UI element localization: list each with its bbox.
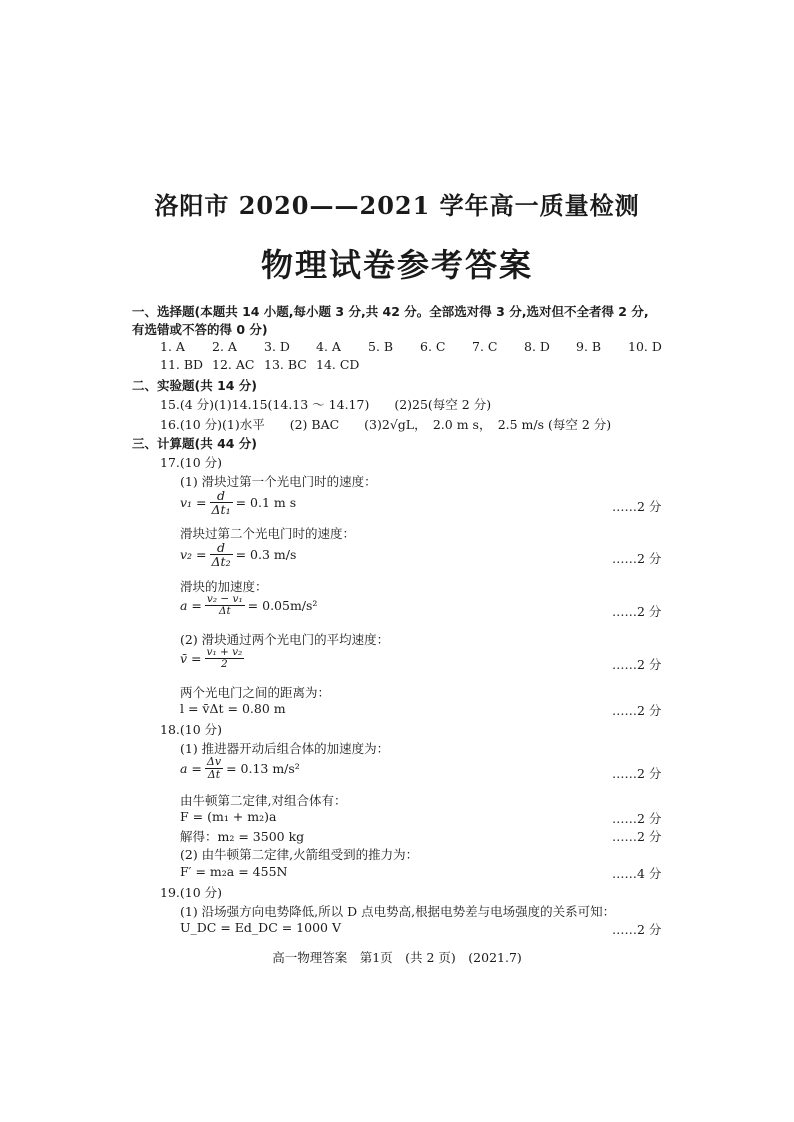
mcq-row-1	[160, 339, 680, 354]
q17-eq-2	[180, 541, 296, 568]
q18-label: 18.(10 分)	[160, 722, 223, 737]
section3-heading: 三、计算题(共 44 分)	[132, 436, 258, 451]
q18-text-3: (2) 由牛顿第二定律,火箭组受到的推力为：	[180, 847, 419, 862]
mcq-answer: 8. D	[524, 339, 550, 354]
q18-eq-4: F′ = m₂a = 455N	[180, 864, 288, 879]
q17-label: 17.(10 分)	[160, 455, 223, 470]
mcq-answer: 10. D	[628, 339, 662, 354]
mcq-answer: 13. BC	[264, 357, 307, 372]
numerator: Δv	[206, 755, 222, 768]
score: ……2 分	[612, 766, 662, 781]
mcq-answer: 4. A	[316, 339, 341, 354]
document-subtitle: 物理试卷参考答案	[260, 246, 533, 284]
eq-rhs: = 0.3 m/s	[235, 547, 297, 563]
mcq-answer: 5. B	[368, 339, 394, 354]
q19-text-1: (1) 沿场强方向电势降低,所以 D 点电势高,根据电势差与电场强度的关系可知：	[180, 904, 616, 919]
eq-rhs: = 0.1 m s	[235, 495, 297, 511]
fraction	[205, 594, 245, 617]
eq-rhs: = 0.05m/s²	[247, 598, 318, 614]
q19-eq-1: U_DC = Ed_DC = 1000 V	[180, 920, 341, 935]
denominator: Δt	[218, 605, 231, 618]
fraction	[205, 756, 223, 780]
q19-label: 19.(10 分)	[160, 885, 223, 900]
numerator: v₁ + v₂	[206, 646, 243, 658]
mcq-answer: 3. D	[264, 339, 290, 354]
q18-eq-1	[180, 756, 300, 780]
q17-eq-1	[180, 489, 296, 516]
mcq-answer: 7. C	[472, 339, 498, 354]
eq-lhs: a =	[180, 760, 202, 776]
mcq-answer: 14. CD	[316, 357, 360, 372]
q18-eq-2: F = (m₁ + m₂)a	[180, 809, 277, 824]
mcq-row-2	[160, 357, 368, 372]
q17-text-5: 两个光电门之间的距离为：	[180, 685, 331, 700]
q17-text-2: 滑块过第二个光电门时的速度：	[180, 526, 356, 541]
score: ……2 分	[612, 811, 662, 826]
q17-text-1: (1) 滑块过第一个光电门时的速度：	[180, 474, 377, 489]
q17-eq-4	[180, 647, 247, 670]
score: ……4 分	[612, 866, 662, 881]
eq-lhs: v₂ =	[180, 547, 207, 563]
q17-text-3: 滑块的加速度：	[180, 579, 268, 594]
q16-answer: 16.(10 分)(1)水平 (2) BAC (3)2√gL， 2.0 m s， 2.5 m/s (每空 2 分)	[160, 417, 612, 432]
numerator: d	[210, 489, 233, 503]
section1-heading-cont: 有选错或不答的得 0 分)	[132, 322, 268, 337]
fraction	[210, 489, 233, 516]
eq-lhs: v̄ =	[180, 651, 202, 667]
q17-eq-5: l = v̄Δt = 0.80 m	[180, 701, 286, 716]
score: ……2 分	[612, 499, 662, 514]
eq-lhs: a =	[180, 598, 202, 614]
score: ……2 分	[612, 703, 662, 718]
score: ……2 分	[612, 922, 662, 937]
eq-lhs: v₁ =	[180, 495, 207, 511]
mcq-answer: 11. BD	[160, 357, 204, 372]
q17-eq-3	[180, 594, 317, 617]
numerator: d	[210, 541, 233, 555]
mcq-answer: 1. A	[160, 339, 185, 354]
score: ……2 分	[612, 551, 662, 566]
fraction	[210, 541, 233, 568]
q18-text-1: (1) 推进器开动后组合体的加速度为：	[180, 741, 390, 756]
document-title: 洛阳市 2020——2021 学年高一质量检测	[154, 191, 640, 220]
eq-rhs: = 0.13 m/s²	[226, 760, 300, 776]
score: ……2 分	[612, 657, 662, 672]
q18-eq-3: 解得：m₂ = 3500 kg	[180, 829, 305, 844]
fraction	[205, 647, 245, 670]
section1-heading: 一、选择题(本题共 14 小题,每小题 3 分,共 42 分。全部选对得 3 分,选对但不全者得 2 分,	[132, 304, 649, 319]
score: ……2 分	[612, 829, 662, 844]
mcq-answer: 2. A	[212, 339, 237, 354]
mcq-answer: 9. B	[576, 339, 602, 354]
q18-text-2: 由牛顿第二定律,对组合体有：	[180, 793, 347, 808]
denominator: 2	[221, 658, 228, 671]
denominator: Δt	[207, 767, 221, 781]
q15-answer: 15.(4 分)(1)14.15(14.13 ～ 14.17) (2)25(每空 2 分)	[160, 397, 492, 412]
q17-text-4: (2) 滑块通过两个光电门的平均速度：	[180, 632, 390, 647]
section2-heading: 二、实验题(共 14 分)	[132, 378, 258, 393]
mcq-answer: 12. AC	[212, 357, 255, 372]
score: ……2 分	[612, 604, 662, 619]
mcq-answer: 6. C	[420, 339, 446, 354]
numerator: v₂ − v₁	[206, 593, 243, 605]
denominator: Δt₁	[211, 502, 231, 518]
page-footer: 高一物理答案 第1页 (共 2 页) (2021.7)	[272, 950, 522, 965]
denominator: Δt₂	[211, 554, 231, 570]
